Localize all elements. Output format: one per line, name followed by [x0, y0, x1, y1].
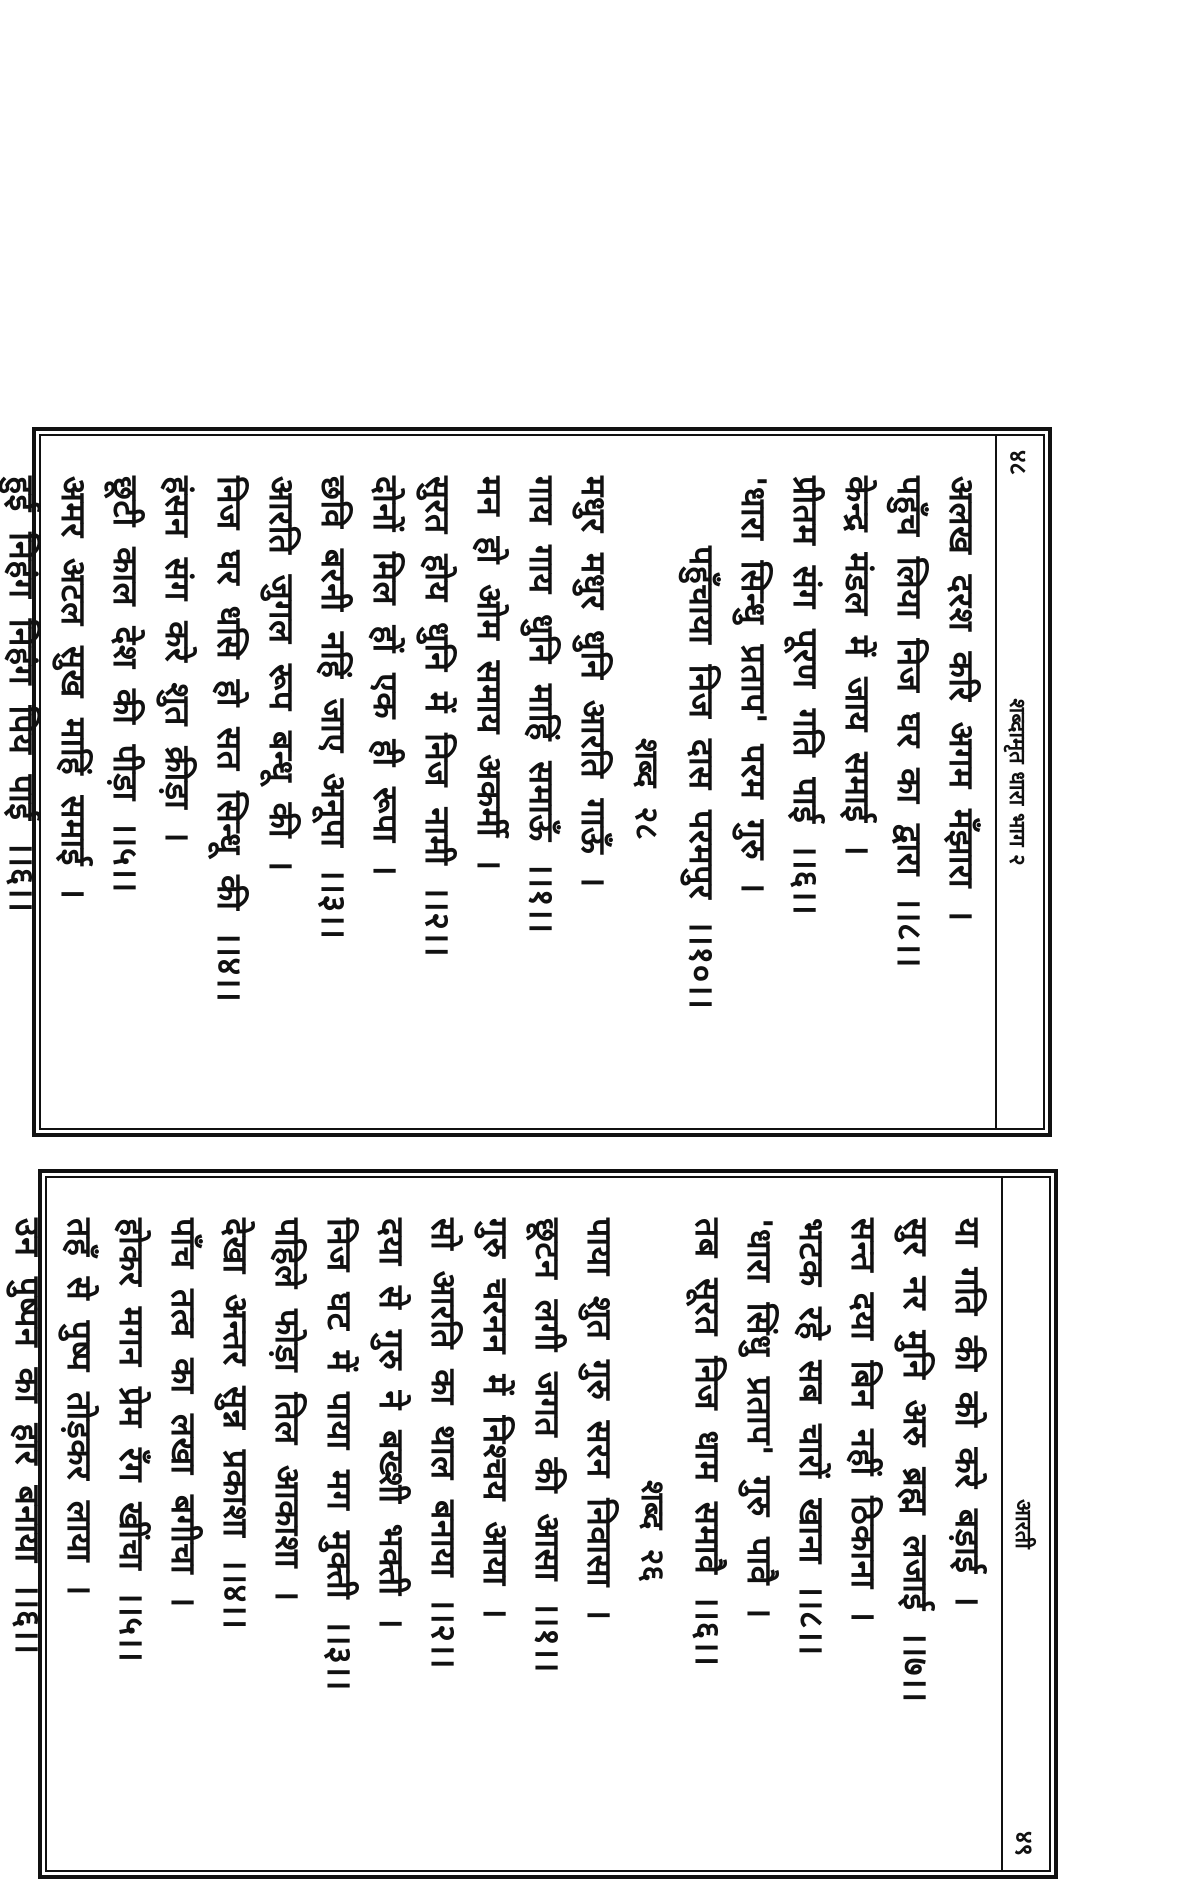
verse-line: छवि बरनी नहिं जाए अनूपा ।।३।। — [313, 476, 353, 940]
verse-line: देखा अन्तर सुन्न प्रकाशा ।।४।। — [215, 1218, 255, 1630]
verse-line: तहँ से पुष्प तोड़कर लाया । — [59, 1218, 99, 1596]
page-border-inner — [7, 1176, 1051, 1872]
verse-line: हुई निहंग निहंग पिय पाई ।।६।। — [1, 476, 41, 913]
verse-line: होकर मगन प्रेम रँग खींचा ।।५।। — [111, 1218, 151, 1663]
shabd-heading: शब्द २६ — [634, 1480, 672, 1582]
verse-line: या गति की को करे बड़ाई । — [947, 1218, 987, 1608]
page-border-inner — [1, 434, 1045, 1130]
verse-line: मधुर मधुर धुनि आरति गाऊँ । — [573, 476, 613, 888]
verse-line: मन हो ओम समाय अकर्मी । — [469, 476, 509, 871]
verse-line: निज घर धसि हो सत सिन्धू की ।।४।। — [209, 476, 249, 1003]
verse-line: केन्द्र मंडल में जाय समाई । — [837, 476, 877, 857]
verse-line: भटक रहे सब चारों खाना ।।८।। — [791, 1218, 831, 1656]
running-title: आरती — [1010, 1499, 1035, 1549]
verse-line: आरति जुगल रूप बन्धू की । — [261, 476, 301, 872]
verse-line: छूटी काल देश की पीड़ा ।।५।। — [105, 476, 145, 893]
verse-line: पाँच तत्व का लखा बगीचा । — [163, 1218, 203, 1608]
verse-line: 'धारा सिन्धु प्रताप' परम गुरु । — [733, 476, 773, 894]
page-header — [1001, 1178, 1049, 1870]
verse-line: दोनों मिल हों एक ही रूपा । — [365, 476, 405, 877]
verse-line: छूटन लगी जगत की आसा ।।१।। — [527, 1218, 567, 1673]
verse-line: दया से गुरु ने बख्शी भक्ती । — [371, 1218, 411, 1630]
verse-line: सन्त दया बिन नहीं ठिकाना । — [843, 1218, 883, 1623]
verse-line: सुर नर मुनि अरु ब्रह्म लजाई ।।७।। — [895, 1218, 935, 1703]
verse-line: 'धारा सिंधु प्रताप' गुरु पावै । — [739, 1218, 779, 1619]
verse-line: अलख दरश करि अगम मँझारा । — [941, 476, 981, 922]
verse-line: पहुँच लिया निज घर का द्वारा ।।८।। — [889, 476, 929, 968]
verse-line: प्रीतम संग पूरण गति पाई ।।६।। — [785, 476, 825, 916]
page-number: ४९ — [1010, 1831, 1038, 1856]
verse-line: अमर अटल सुख माहिं समाई । — [53, 476, 93, 900]
verse-line: पहुँचाया निज दास परमपुर ।।१०।। — [681, 546, 721, 1010]
verse-line: पाया शुत गुरु सरन निवासा । — [579, 1218, 619, 1621]
verse-line: सो आरति का थाल बनाया ।।२।। — [423, 1218, 463, 1670]
page-number: ४८ — [1004, 450, 1032, 475]
verse-line: निज घट में पाया मग मुक्ती ।।३।। — [319, 1218, 359, 1692]
verse-line: सुरत होय धुनि में निज नामी ।।२।। — [417, 476, 457, 958]
shabd-heading: शब्द २८ — [628, 738, 666, 840]
verse-line: हंसन संग करे शुत क्रीड़ा । — [157, 476, 197, 844]
page-text — [7, 1218, 993, 1844]
page-48 — [1, 427, 1052, 1137]
page-text — [1, 476, 987, 1102]
verse-line: गुरु चरनन में निश्चय आया । — [475, 1218, 515, 1620]
running-title: शब्दामृत धारा भाग २ — [1004, 698, 1029, 866]
verse-line: तब सूरत निज धाम समावै ।।६।। — [687, 1218, 727, 1667]
verse-line: पहिले फोड़ा तिल आकाशा । — [267, 1218, 307, 1602]
verse-line: गाय गाय धुनि माहिं समाऊँ ।।१।। — [521, 476, 561, 934]
verse-line: उन पुष्पन का हार बनाया ।।६।। — [7, 1218, 47, 1655]
page-49 — [7, 1169, 1058, 1879]
page-header — [995, 436, 1043, 1128]
